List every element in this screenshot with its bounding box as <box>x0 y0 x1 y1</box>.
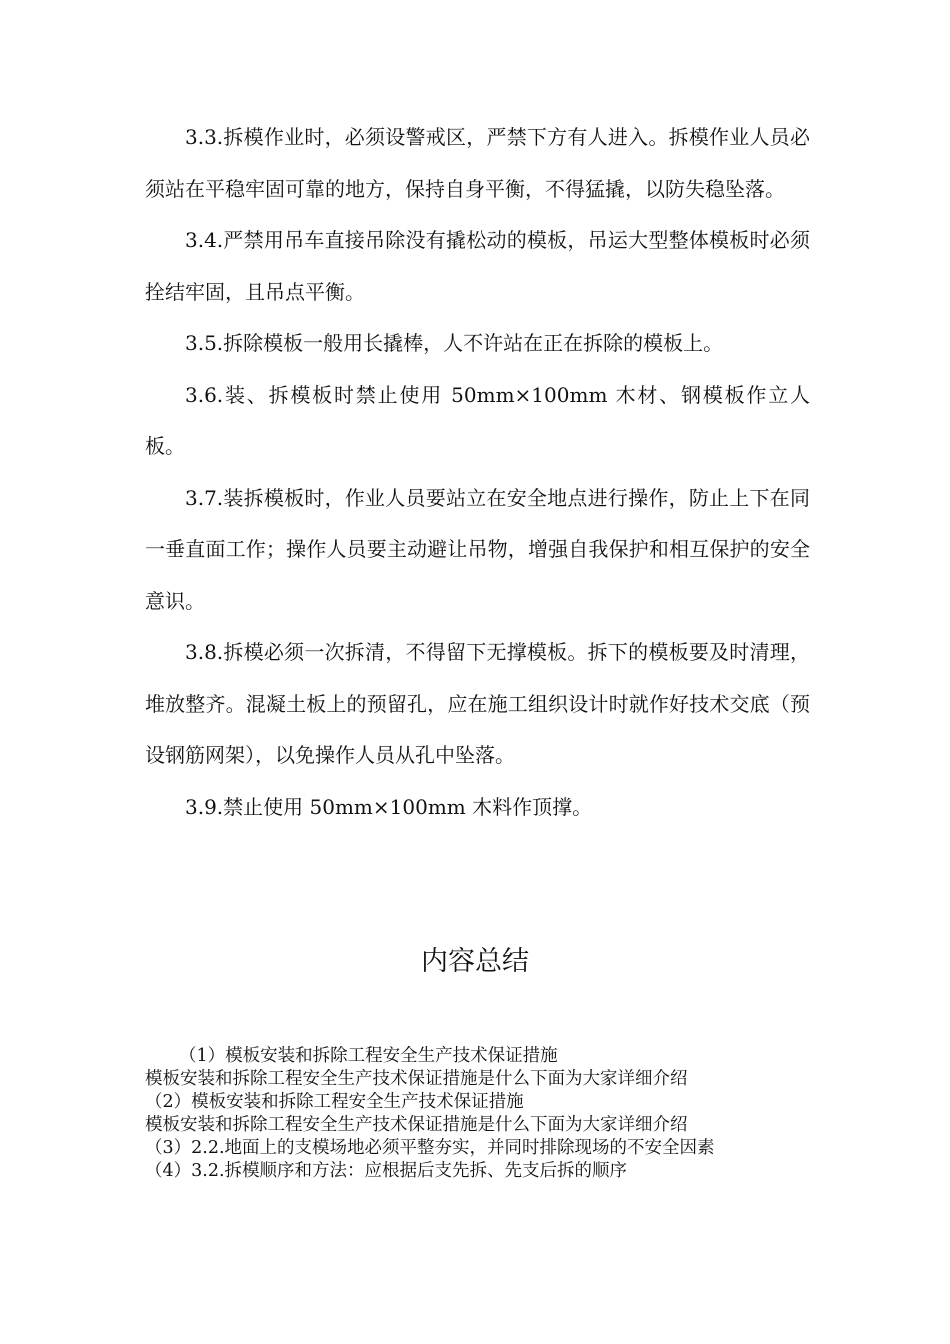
clause-3-3: 3.3.拆模作业时，必须设警戒区，严禁下方有人进入。拆模作业人员必须站在平稳牢固可靠的地方，保持自身平衡，不得猛撬，以防失稳坠落。 <box>145 125 810 201</box>
summary-section <box>145 1045 805 1183</box>
clause-3-8: 3.8.拆模必须一次拆清，不得留下无撑模板。拆下的模板要及时清理，堆放整齐。混凝土板上的预留孔，应在施工组织设计时就作好技术交底（预设钢筋网架），以免操作人员从孔中坠落。 <box>145 640 810 767</box>
safety-clauses-section <box>145 112 810 833</box>
summary-item-4: （4）3.2.拆模顺序和方法：应根据后支先拆、先支后拆的顺序 <box>145 1161 628 1181</box>
clause-3-7: 3.7.装拆模板时，作业人员要站立在安全地点进行操作，防止上下在同一垂直面工作；操作人员要主动避让吊物，增强自我保护和相互保护的安全意识。 <box>145 485 810 613</box>
clause-3-5: 3.5.拆除模板一般用长撬棒，人不许站在正在拆除的模板上。 <box>185 331 724 355</box>
summary-item-2: （2）模板安装和拆除工程安全生产技术保证措施 <box>145 1092 524 1112</box>
summary-desc-1: 模板安装和拆除工程安全生产技术保证措施是什么下面为大家详细介绍 <box>145 1069 688 1089</box>
summary-item-1: （1）模板安装和拆除工程安全生产技术保证措施 <box>179 1046 558 1066</box>
clause-3-6: 3.6.装、拆模板时禁止使用 50mm×100mm 木材、钢模板作立人板。 <box>145 382 810 458</box>
clause-3-4: 3.4.严禁用吊车直接吊除没有撬松动的模板，吊运大型整体模板时必须拴结牢固，且吊点平衡。 <box>145 228 810 304</box>
clause-3-9: 3.9.禁止使用 50mm×100mm 木料作顶撑。 <box>185 794 593 819</box>
summary-item-3: （3）2.2.地面上的支模场地必须平整夯实，并同时排除现场的不安全因素 <box>145 1138 715 1158</box>
summary-desc-2: 模板安装和拆除工程安全生产技术保证措施是什么下面为大家详细介绍 <box>145 1115 688 1135</box>
summary-title: 内容总结 <box>421 946 529 977</box>
